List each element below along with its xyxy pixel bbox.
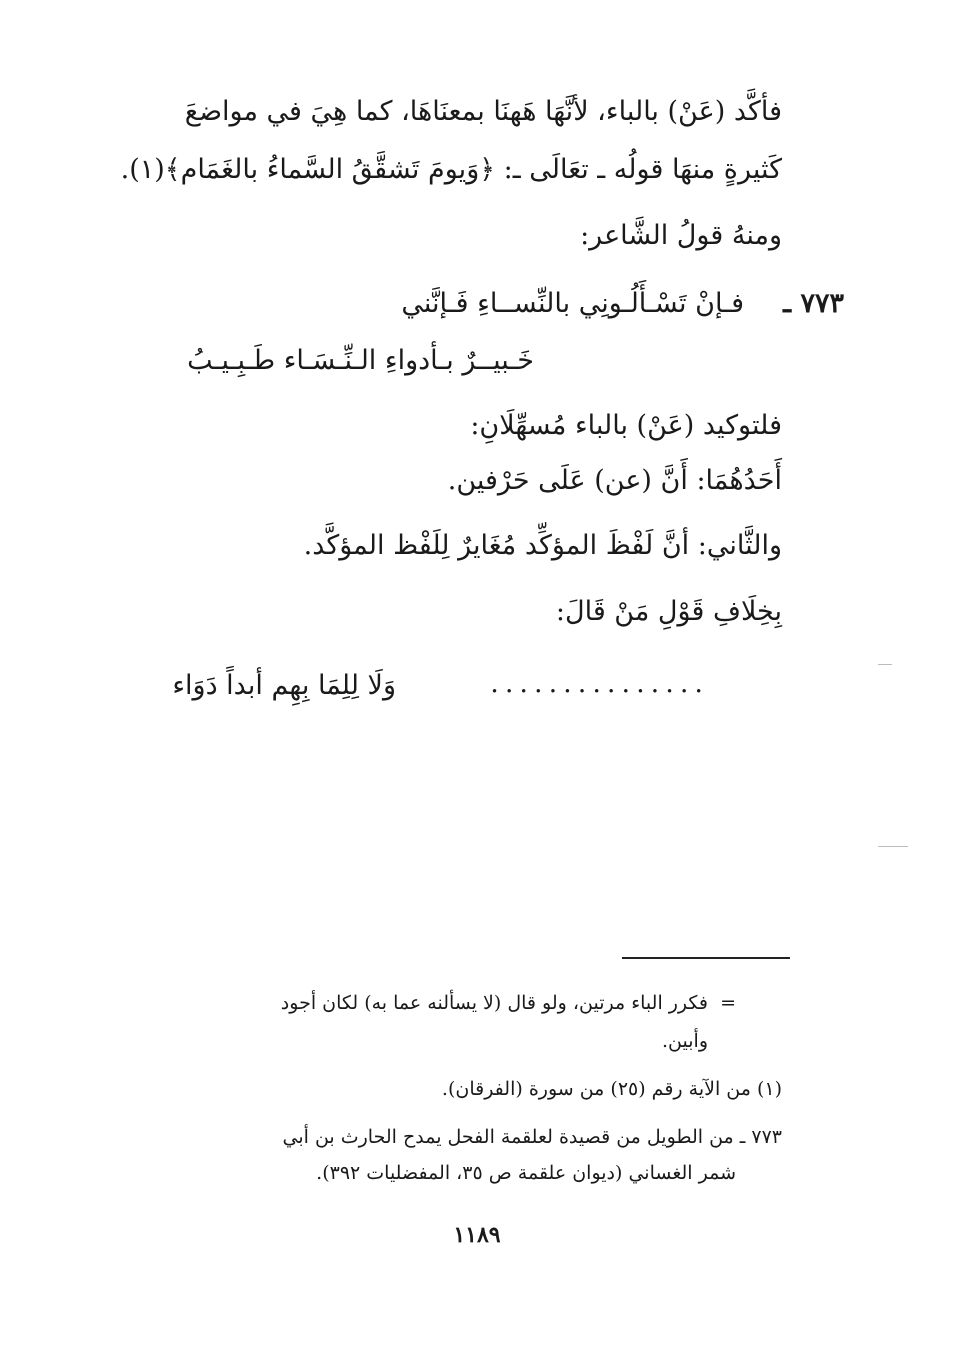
body-line-1: فأكَّد (عَنْ) بالباء، لأنَّهَا هَهنَا بمعنَاهَا، كما هِيَ في مواضعَ [184,96,782,127]
footnote-continuation-marker: = [720,992,736,1014]
verse2-ellipsis: ............... [490,668,709,699]
body-line-7: بِخِلَافِ قَوْلِ مَنْ قَالَ: [555,596,782,627]
scan-speck [878,664,892,665]
verse-number: ٧٧٣ ـ [783,288,844,319]
footnote-continuation-text: فكرر الباء مرتين، ولو قال (لا يسألنه عما به) لكان أجود [280,992,708,1014]
body-line-2: كَثيرةٍ منهَا قولُه ـ تعَالَى ـ: ﴿وَيومَ تَشقَّقُ السَّماءُ بالغَمَام﴾(١). [120,154,782,185]
body-line-5: أَحَدُهُمَا: أَنَّ (عن) عَلَى حَرْفين. [447,465,782,496]
footnote-773-line-1: ٧٧٣ ـ من الطويل من قصيدة لعلقمة الفحل يمدح الحارث بن أبي [282,1126,782,1148]
footnote-separator [622,957,790,959]
body-line-3: ومنهُ قولُ الشَّاعر: [580,220,782,251]
page-number: ١١٨٩ [453,1222,501,1248]
verse-first-hemistich: فـإنْ تَسْـأَلُـونِي بالنِّســاءِ فَـإنَّني [401,288,744,319]
footnote-773-line-2: شمر الغساني (ديوان علقمة ص ٣٥، المفضليات ٣٩٢). [316,1162,736,1184]
body-line-4: فلتوكيد (عَنْ) بالباء مُسهِّلَانِ: [470,410,782,441]
verse2-text: وَلَا لِلِمَا بِهِم أبداً دَوَاء [172,670,396,701]
footnote-1: (١) من الآية رقم (٢٥) من سورة (الفرقان). [441,1078,782,1100]
footnote-continuation-text-2: وأبين. [662,1030,708,1052]
scan-speck [878,846,908,847]
verse-second-hemistich: خَـبيــرٌ بـأدواءِ الـنِّـسَـاء طَـبِـيـبُ [187,345,534,376]
body-line-6: والثَّاني: أنَّ لَفْظَ المؤكِّد مُغَايرٌ لِلَفْظ المؤكَّد. [303,530,782,561]
